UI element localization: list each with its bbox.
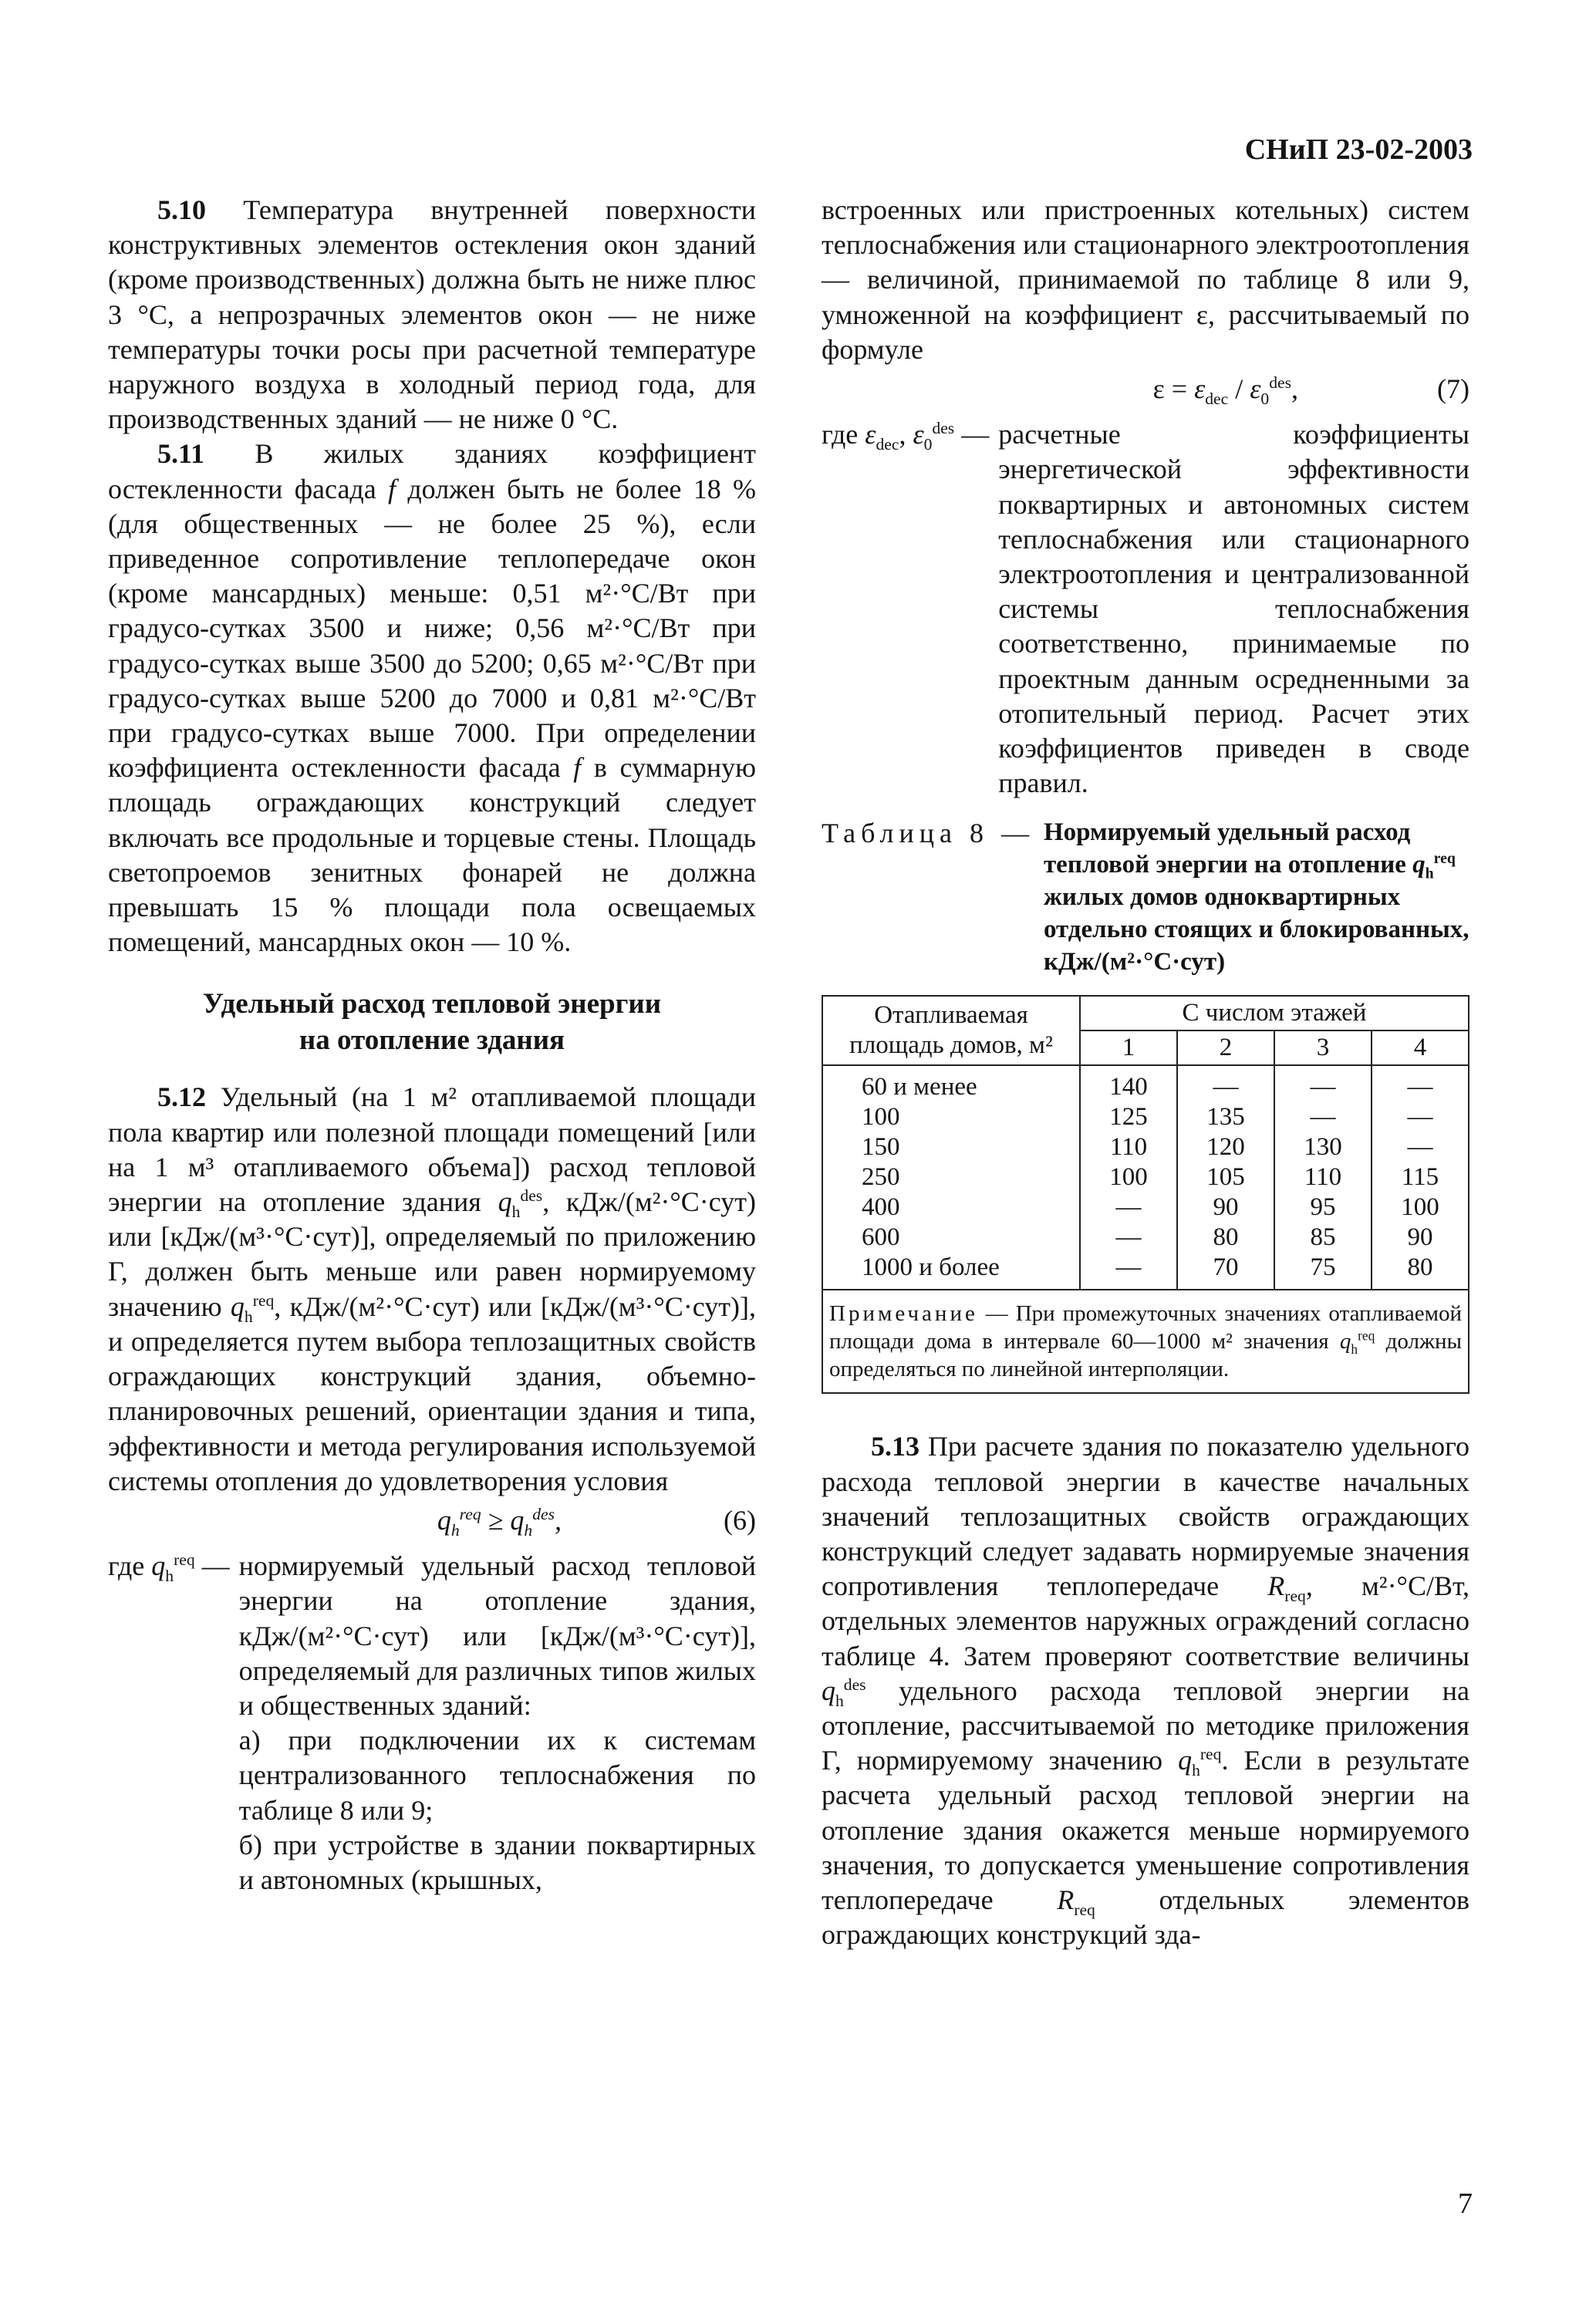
cell-value: —	[1372, 1102, 1469, 1132]
cell-value: 80	[1177, 1223, 1274, 1253]
where-text: нормируемый удельный расход тепловой энергии на отопление здания, кДж/(м²·°С·сут) или [кДж/(м³·°С·сут)], определяемый для различных типов жилых и общественных зданий:	[238, 1550, 756, 1721]
clause-text: Удельный (на 1 м² отапливаемой площади пола квартир или полезной площади помещений [или на 1 м³ отапливаемого объема]) расход тепловой энергии на отопление здания $q_h^{des}$, кДж/(м²·°С·сут) или [кДж/(м³·°С·сут)], определяемый по приложению Г, должен быть меньше или равен нормируемому значению $q_h^{req}$, кДж/(м²·°С·сут) или [кДж/(м³·°С·сут)], и определяется путем выбора теплозащитных свойств ограждающих конструкций здания, объемно-планировочных решений, ориентации здания и типа, эффективности и метода регулирования используемой системы отопления до удовлетворения условия	[108, 1081, 757, 1496]
floor-header: 3	[1274, 1031, 1372, 1065]
table-row	[822, 1102, 1469, 1132]
cell-value: 130	[1274, 1132, 1372, 1162]
table-caption	[822, 816, 1469, 978]
column-header-floors: С числом этажей	[1080, 996, 1469, 1031]
cell-value: 125	[1080, 1102, 1177, 1132]
floor-header: 1	[1080, 1031, 1177, 1065]
paragraph-5-13	[822, 1429, 1469, 1952]
cell-area: 1000 и более	[822, 1253, 1080, 1290]
cell-area: 250	[822, 1162, 1080, 1192]
formula-number: (7)	[1437, 373, 1469, 405]
column-header-area: Отапливаемая площадь домов, м²	[822, 996, 1080, 1065]
cell-value: 90	[1177, 1192, 1274, 1223]
table-row	[822, 1065, 1469, 1102]
clause-text: При расчете здания по показателю удельного расхода тепловой энергии в качестве начальных значений теплозащитных свойств ограждающих конструкций следует задавать нормируемые значения сопротивления теплопередаче $R_{req}$, м²·°С/Вт, отдельных элементов наружных ограждений согласно таблице 4. Затем проверяют соответствие величины $q_h^{des}$ удельного расхода тепловой энергии на отопление, рассчитываемой по методике приложения Г, нормируемому значению $q_h^{req}$. Если в результате расчета удельный расход тепловой энергии на отопление здания окажется меньше нормируемого значения, то допускается уменьшение сопротивления теплопередаче $R_{req}$ отдельных элементов ограждающих конструкций зда-	[822, 1431, 1470, 1951]
clause-number: 5.13	[871, 1431, 919, 1462]
formula-number: (6)	[724, 1504, 756, 1536]
clause-text: Температура внутренней поверхности конструктивных элементов остекления окон зданий (кроме производственных) должна быть не ниже плюс 3 °С, а непрозрачных элементов окон — не ниже температуры точки росы при расчетной температуре наружного воздуха в холодный период года, для производственных зданий — не ниже 0 °С.	[108, 194, 757, 435]
clause-number: 5.12	[157, 1081, 206, 1113]
continued-text: встроенных или пристроенных котельных) систем теплоснабжения или стационарного электроотопления — величиной, принимаемой по таблице 8 или 9, умноженной на коэффициент ε, рассчитываемый по формуле	[822, 194, 1469, 365]
clause-number: 5.11	[157, 438, 205, 470]
note-text: — При промежуточных значениях отапливаемой площади дома в интервале 60—1000 м² значения $q_h^{req}$ должны определяться по линейной интерполяции.	[829, 1301, 1462, 1382]
formula-6	[108, 1503, 756, 1538]
table-note	[822, 1290, 1469, 1393]
paragraph-5-10	[108, 193, 756, 437]
table-row	[822, 1162, 1469, 1192]
cell-value: 110	[1080, 1132, 1177, 1162]
document-code: СНиП 23-02-2003	[1244, 133, 1473, 166]
cell-area: 100	[822, 1102, 1080, 1132]
floor-header: 4	[1372, 1031, 1469, 1065]
page-number: 7	[1458, 2188, 1473, 2220]
where-label: где $\varepsilon_{dec}$, $\varepsilon_0^{des}$ —	[822, 419, 990, 454]
cell-value: —	[1372, 1132, 1469, 1162]
section-heading-line: Удельный расход тепловой энергии	[202, 988, 662, 1020]
cell-value: 85	[1274, 1223, 1372, 1253]
cell-value: 95	[1274, 1192, 1372, 1223]
note-label: Примечание	[829, 1301, 978, 1327]
cell-value: 110	[1274, 1162, 1372, 1192]
cell-value: 120	[1177, 1132, 1274, 1162]
list-item-b: б) при устройстве в здании поквартирных и автономных (крышных,	[238, 1829, 756, 1895]
formula-expression: $\varepsilon = \varepsilon_{dec} / \varepsilon_0^{des}$,	[1152, 373, 1299, 409]
where-clause	[822, 417, 1469, 801]
clause-number: 5.10	[157, 194, 206, 225]
right-column	[822, 193, 1469, 1953]
cell-value: —	[1372, 1065, 1469, 1102]
list-item-a: а) при подключении их к системам централизованного теплоснабжения по таблице 8 или 9;	[238, 1725, 756, 1826]
table-body	[822, 1065, 1469, 1290]
table-title: Нормируемый удельный расход тепловой энергии на отопление $q_h^{req}$ жилых домов одноквартирных отдельно стоящих и блокированных, кДж/(м²·°С·сут)	[1043, 818, 1469, 977]
paragraph-5-12	[108, 1080, 756, 1498]
cell-value: —	[1274, 1065, 1372, 1102]
formula-expression: $q_h^{req} \ge q_h^{des}$,	[437, 1504, 562, 1540]
cell-value: 70	[1177, 1253, 1274, 1290]
paragraph-5-11	[108, 437, 756, 960]
cell-value: 75	[1274, 1253, 1372, 1290]
cell-value: 100	[1080, 1162, 1177, 1192]
floor-header: 2	[1177, 1031, 1274, 1065]
cell-value: —	[1274, 1102, 1372, 1132]
table-row	[822, 1253, 1469, 1290]
where-clause	[108, 1549, 756, 1897]
norms-table	[822, 995, 1469, 1394]
section-heading-line: на отопление здания	[299, 1024, 565, 1057]
cell-area: 600	[822, 1223, 1080, 1253]
cell-value: 135	[1177, 1102, 1274, 1132]
cell-value: 80	[1372, 1253, 1469, 1290]
cell-value: 115	[1372, 1162, 1469, 1192]
cell-area: 60 и менее	[822, 1065, 1080, 1102]
cell-area: 150	[822, 1132, 1080, 1162]
cell-value: —	[1080, 1223, 1177, 1253]
table-row	[822, 1132, 1469, 1162]
where-text: расчетные коэффициенты энергетической эффективности поквартирных и автономных систем теплоснабжения или стационарного электроотопления и централизованной системы теплоснабжения соответственно, принимаемые по проектным данным осредненными за отопительный период. Расчет этих коэффициентов приведен в своде правил.	[998, 419, 1469, 799]
cell-value: —	[1080, 1253, 1177, 1290]
clause-text: В жилых зданиях коэффициент остекленности фасада f должен быть не более 18 % (для общественных — не более 25 %), если приведенное сопротивление теплопередаче окон (кроме мансардных) меньше: 0,51 м²·°С/Вт при градусо-сутках 3500 и ниже; 0,56 м²·°С/Вт при градусо-сутках выше 3500 до 5200; 0,65 м²·°С/Вт при градусо-сутках выше 5200 до 7000 и 0,81 м²·°С/Вт при градусо-сутках выше 7000. При определении коэффициента остекленности фасада f в суммарную площадь ограждающих конструкций следует включать все продольные и торцевые стены. Площадь светопроемов зенитных фонарей не должна превышать 15 % площади пола освещаемых помещений, мансардных окон — 10 %.	[108, 438, 757, 958]
section-heading	[108, 986, 756, 1058]
cell-value: —	[1080, 1192, 1177, 1223]
cell-area: 400	[822, 1192, 1080, 1223]
cell-value: —	[1177, 1065, 1274, 1102]
cell-value: 90	[1372, 1223, 1469, 1253]
cell-value: 105	[1177, 1162, 1274, 1192]
table-row	[822, 1192, 1469, 1223]
where-label: где $q_h^{req}$ —	[108, 1550, 230, 1586]
cell-value: 140	[1080, 1065, 1177, 1102]
cell-value: 100	[1372, 1192, 1469, 1223]
table-label: Таблица 8 —	[822, 818, 1034, 849]
left-column	[108, 193, 756, 1897]
formula-7	[822, 372, 1469, 409]
table-row	[822, 1223, 1469, 1253]
where-definition	[239, 1549, 756, 1897]
